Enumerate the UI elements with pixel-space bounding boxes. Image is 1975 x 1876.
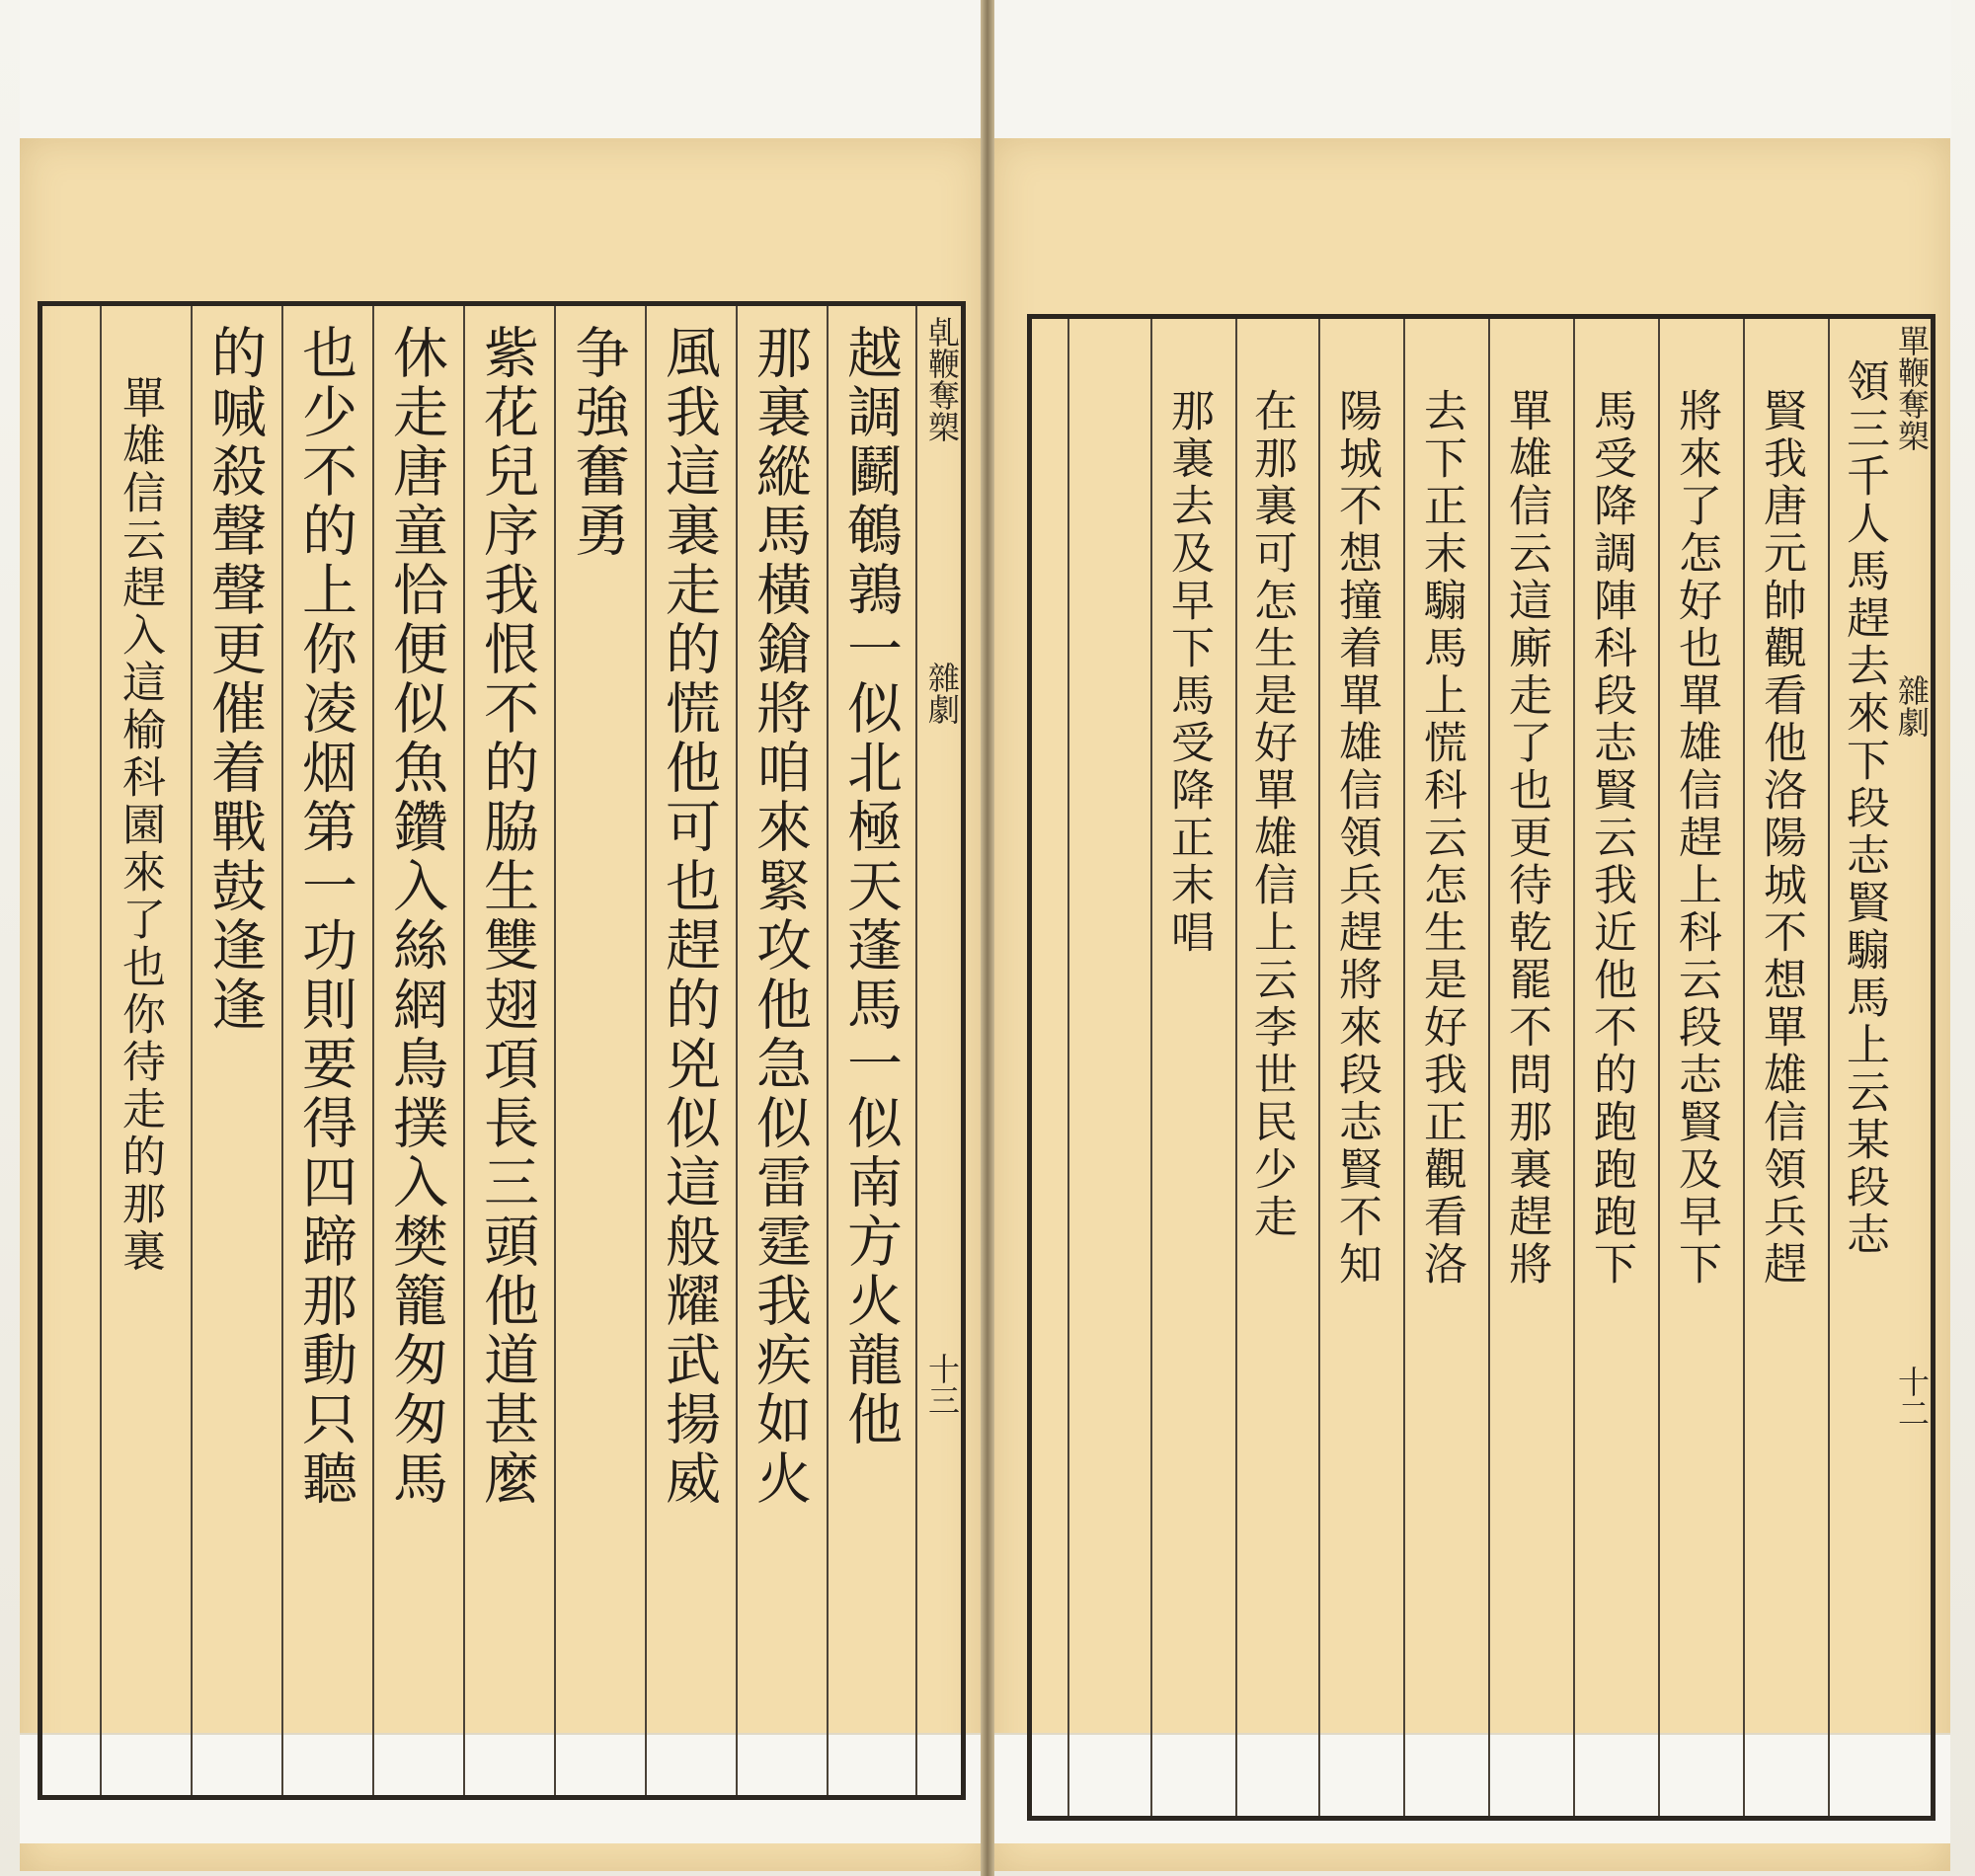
right-column-9: 那裏去及早下馬受降正末唱	[1163, 388, 1214, 957]
right-column-8: 在那裏可怎生是好單雄信上云李世民少走	[1246, 388, 1297, 1241]
left-column-2: 那裏縱馬橫鎗將咱來緊攻他急似雷霆我疾如火	[748, 324, 812, 1509]
right-column-3: 將來了怎好也單雄信趕上科云段志賢及早下	[1671, 388, 1721, 1289]
right-text-block	[1027, 314, 1936, 1821]
right-margin-title: 單鞭奪槊	[1893, 325, 1931, 451]
left-column-9: 單雄信云趕入這榆科園來了也你待走的那裏	[115, 375, 165, 1276]
left-column-8: 的喊殺聲聲更催着戰鼓逢逢	[202, 324, 267, 1035]
left-column-3: 風我這裏走的慌他可也趕的兇似這般耀武揚威	[657, 324, 721, 1509]
left-column-7: 也少不的上你凌烟第一功則要得四蹄那動只聽	[293, 324, 357, 1509]
right-column-7: 陽城不想撞着單雄信領兵趕將來段志賢不知	[1331, 388, 1382, 1289]
right-page-top-blank	[992, 0, 1951, 138]
right-column-6: 去下正末騸馬上慌科云怎生是好我正觀看洛	[1416, 388, 1466, 1289]
left-page-top-blank	[20, 0, 984, 138]
left-margin-title: 𠃵鞭奪槊	[923, 316, 961, 442]
left-text-block	[38, 301, 966, 1800]
left-column-1: 越調鬬鵪鶉一似北極天蓬馬一似南方火龍他	[838, 324, 903, 1449]
left-column-5: 紫花兒序我恨不的脇生雙翅項長三頭他道甚麼	[475, 324, 539, 1509]
right-column-4: 馬受降調陣科段志賢云我近他不的跑跑跑下	[1586, 388, 1636, 1289]
left-margin-subtitle: 雜劇	[923, 662, 961, 725]
left-page-number: 十三	[923, 1353, 961, 1416]
right-column-2: 賢我唐元帥觀看他洛陽城不想單雄信領兵趕	[1756, 388, 1806, 1289]
right-margin-subtitle: 雜劇	[1893, 674, 1931, 738]
book-gutter	[981, 0, 994, 1876]
right-page-number: 十二	[1893, 1366, 1931, 1429]
left-column-4: 争強奮勇	[566, 324, 630, 561]
right-column-1: 領三千人馬趕去來下段志賢騸馬上云某段志	[1839, 358, 1889, 1259]
left-column-6: 休走唐童恰便似魚鑽入絲網鳥撲入樊籠匆匆馬	[384, 324, 448, 1509]
right-column-5: 單雄信云這廝走了也更待乾罷不問那裏趕將	[1501, 388, 1551, 1289]
